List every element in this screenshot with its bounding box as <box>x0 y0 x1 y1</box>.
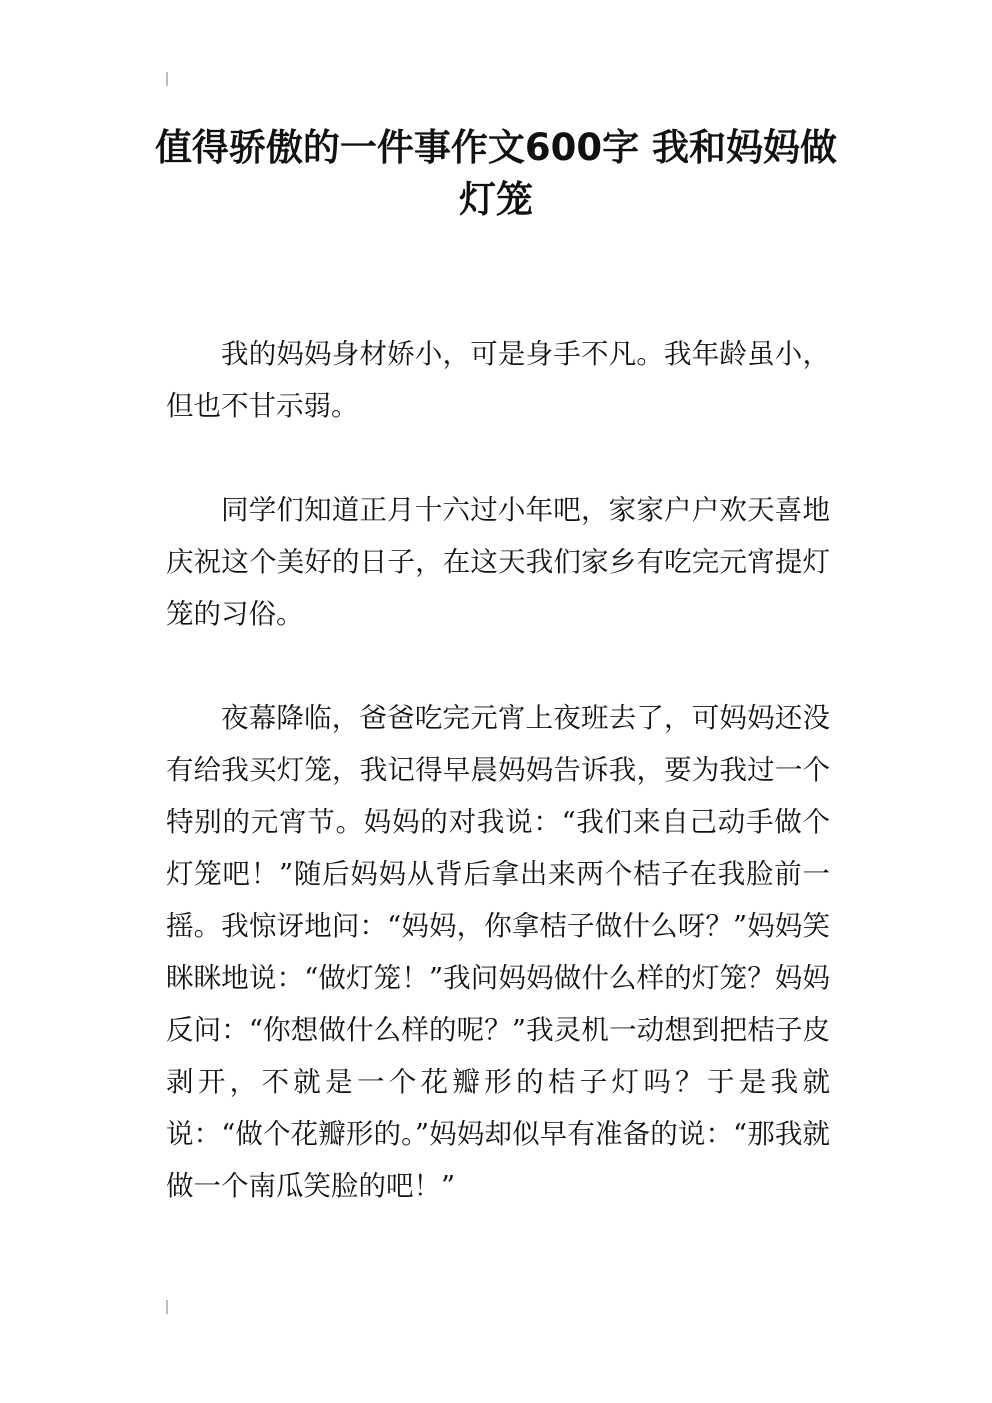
document-title: 值得骄傲的一件事作文600字 我和妈妈做灯笼 <box>154 126 838 221</box>
corner-mark-top <box>166 72 168 86</box>
paragraph-1: 我的妈妈身材娇小，可是身手不凡。我年龄虽小，但也不甘示弱。 <box>166 338 830 422</box>
corner-mark-bottom <box>166 1300 168 1314</box>
paragraph-3: 夜幕降临，爸爸吃完元宵上夜班去了，可妈妈还没有给我买灯笼，我记得早晨妈妈告诉我，要为我过一个特别的元宵节。妈妈的对我说：“我们来自己动手做个灯笼吧！”随后妈妈从背后拿出来两个桔子在我脸前一摇。我惊讶地问：“妈妈，你拿桔子做什么呀？”妈妈笑眯眯地说：“做灯笼！”我问妈妈做什么样的灯笼？妈妈反问：“你想做什么样的呢？”我灵机一动想到把桔子皮剥开，不就是一个花瓣形的桔子灯吗？于是我就说：“做个花瓣形的。”妈妈却似早有准备的说：“那我就做一个南瓜笑脸的吧！” <box>166 702 830 1202</box>
paragraph-2: 同学们知道正月十六过小年吧，家家户户欢天喜地庆祝这个美好的日子，在这天我们家乡有吃完元宵提灯笼的习俗。 <box>166 494 830 630</box>
document-body <box>166 328 830 1264</box>
